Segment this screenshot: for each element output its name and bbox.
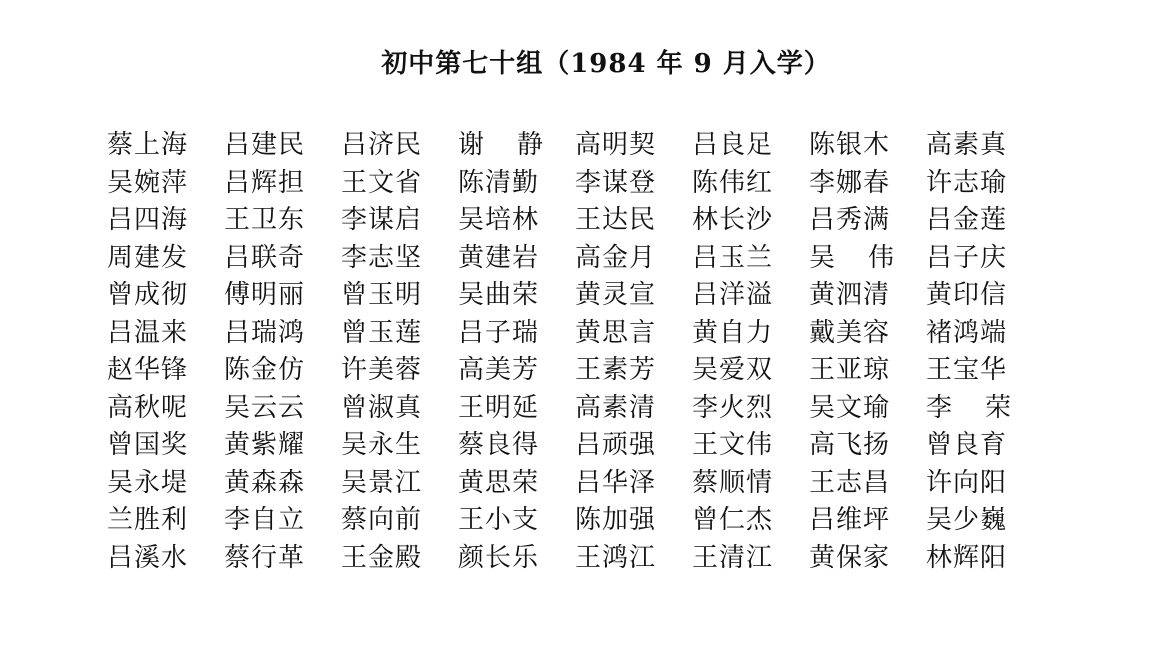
student-name: 高素真 xyxy=(926,130,1008,160)
student-name: 李火烈 xyxy=(692,392,774,423)
student-name: 吕维坪 xyxy=(809,505,891,535)
student-name: 许美蓉 xyxy=(341,355,423,385)
student-name: 黄灵宣 xyxy=(575,280,657,310)
student-name: 吴景江 xyxy=(341,467,423,498)
student-name: 高秋呢 xyxy=(107,392,189,423)
student-name: 王亚琼 xyxy=(809,355,891,385)
student-name: 吕温来 xyxy=(107,317,189,348)
student-name: 褚鸿端 xyxy=(926,317,1008,348)
student-name: 吕金莲 xyxy=(926,205,1008,235)
student-name: 林长沙 xyxy=(692,205,774,235)
student-name: 吕辉担 xyxy=(224,167,306,198)
student-name: 戴美容 xyxy=(809,317,891,348)
student-name: 曾成彻 xyxy=(107,280,189,310)
student-name: 高金月 xyxy=(575,242,657,273)
student-name: 吕良足 xyxy=(692,130,774,160)
student-name: 王素芳 xyxy=(575,355,657,385)
student-name: 陈银木 xyxy=(809,130,891,160)
student-name: 王志昌 xyxy=(809,467,891,498)
student-name: 曾国奖 xyxy=(107,430,189,460)
student-name: 颜长乐 xyxy=(458,542,540,573)
student-name: 傅明丽 xyxy=(224,280,306,310)
student-name: 高素清 xyxy=(575,392,657,423)
student-name: 陈金仿 xyxy=(224,355,306,385)
name-character: 荣 xyxy=(984,392,1012,423)
student-name: 王明延 xyxy=(458,392,540,423)
student-name: 吕华泽 xyxy=(575,467,657,498)
student-name: 黄自力 xyxy=(692,317,774,348)
student-name: 兰胜利 xyxy=(107,505,189,535)
student-name: 黄建岩 xyxy=(458,242,540,273)
student-name: 周建发 xyxy=(107,242,189,273)
student-name: 许向阳 xyxy=(926,467,1008,498)
student-name: 黄紫耀 xyxy=(224,430,306,460)
student-name xyxy=(809,240,895,278)
name-character: 谢 xyxy=(458,130,486,160)
student-name: 李谋登 xyxy=(575,167,657,198)
student-name: 蔡向前 xyxy=(341,505,423,535)
student-name: 吕溪水 xyxy=(107,542,189,573)
student-name: 曾玉明 xyxy=(341,280,423,310)
student-name: 陈清勤 xyxy=(458,167,540,198)
student-name: 赵华锋 xyxy=(107,355,189,385)
student-name: 蔡行革 xyxy=(224,542,306,573)
student-name: 林辉阳 xyxy=(926,542,1008,573)
student-name: 黄泗清 xyxy=(809,280,891,310)
student-name: 吕联奇 xyxy=(224,242,306,273)
student-name: 吴云云 xyxy=(224,392,306,423)
student-name: 高飞扬 xyxy=(809,430,891,460)
student-name: 黄印信 xyxy=(926,280,1008,310)
student-name: 王金殿 xyxy=(341,542,423,573)
student-name: 黄思荣 xyxy=(458,467,540,498)
student-name: 吴少巍 xyxy=(926,505,1008,535)
name-grid xyxy=(107,127,1043,577)
student-name: 李娜春 xyxy=(809,167,891,198)
student-name: 李谋启 xyxy=(341,205,423,235)
student-name: 吕顽强 xyxy=(575,430,657,460)
student-name: 王小支 xyxy=(458,505,540,535)
name-character: 李 xyxy=(926,392,954,423)
student-name: 李志坚 xyxy=(341,242,423,273)
student-name: 黄保家 xyxy=(809,542,891,573)
student-name: 吕四海 xyxy=(107,205,189,235)
student-name: 吕秀满 xyxy=(809,205,891,235)
student-name: 许志瑜 xyxy=(926,167,1008,198)
student-name: 吴文瑜 xyxy=(809,392,891,423)
student-name: 吕建民 xyxy=(224,130,306,160)
student-name: 王文伟 xyxy=(692,430,774,460)
student-name: 吕洋溢 xyxy=(692,280,774,310)
student-name: 蔡良得 xyxy=(458,430,540,460)
student-name: 黄思言 xyxy=(575,317,657,348)
student-name: 蔡上海 xyxy=(107,130,189,160)
student-name: 王达民 xyxy=(575,205,657,235)
student-name xyxy=(458,127,544,165)
student-name: 曾玉莲 xyxy=(341,317,423,348)
student-name xyxy=(926,390,1012,428)
name-character: 吴 xyxy=(809,242,837,273)
student-name: 吴永堤 xyxy=(107,467,189,498)
student-name: 曾良育 xyxy=(926,430,1008,460)
student-name: 吴爱双 xyxy=(692,355,774,385)
student-name: 吕瑞鸿 xyxy=(224,317,306,348)
student-name: 王文省 xyxy=(341,167,423,198)
student-name: 高美芳 xyxy=(458,355,540,385)
name-character: 伟 xyxy=(867,242,895,273)
student-name: 吴永生 xyxy=(341,430,423,460)
student-name: 王鸿江 xyxy=(575,542,657,573)
student-name: 曾淑真 xyxy=(341,392,423,423)
student-name: 王清江 xyxy=(692,542,774,573)
student-name: 吴婉萍 xyxy=(107,167,189,198)
student-name: 陈伟红 xyxy=(692,167,774,198)
document-title: 初中第七十组（1984 年 9 月入学） xyxy=(381,49,831,79)
student-name: 曾仁杰 xyxy=(692,505,774,535)
student-name: 蔡顺情 xyxy=(692,467,774,498)
student-name: 吕玉兰 xyxy=(692,242,774,273)
student-name: 陈加强 xyxy=(575,505,657,535)
student-name: 高明契 xyxy=(575,130,657,160)
student-name: 吕子瑞 xyxy=(458,317,540,348)
student-name: 吴培林 xyxy=(458,205,540,235)
student-name: 吴曲荣 xyxy=(458,280,540,310)
student-name: 吕济民 xyxy=(341,130,423,160)
student-name: 李自立 xyxy=(224,505,306,535)
student-name: 吕子庆 xyxy=(926,242,1008,273)
student-name: 王卫东 xyxy=(224,205,306,235)
name-character: 静 xyxy=(516,130,544,160)
student-name: 黄森森 xyxy=(224,467,306,498)
student-name: 王宝华 xyxy=(926,355,1008,385)
